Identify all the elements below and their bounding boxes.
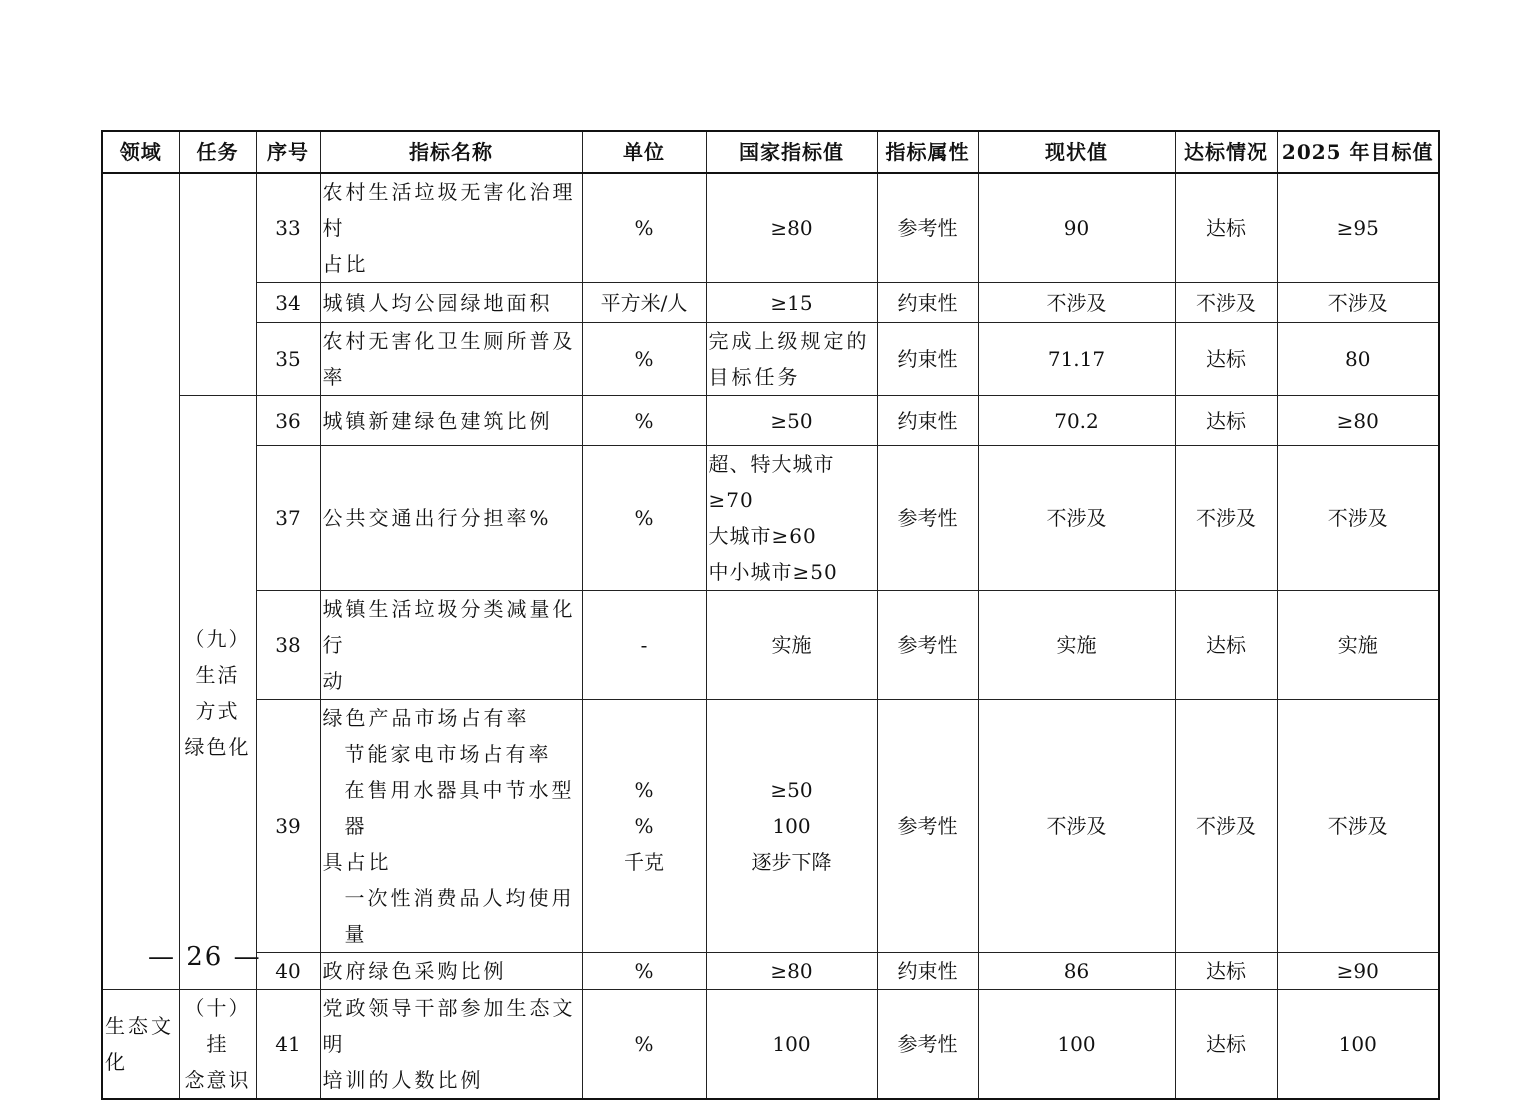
row-number: 38 [256, 591, 320, 700]
current-value: 71.17 [978, 323, 1175, 396]
target-value: ≥80 [1277, 396, 1439, 446]
indicator-name-line: 城镇生活垃圾分类减量化行 [322, 597, 576, 657]
table-row [102, 396, 1439, 446]
task-label-line: （十）挂 [184, 996, 251, 1056]
current-value: 86 [978, 953, 1175, 990]
unit: - [582, 591, 706, 700]
status: 不涉及 [1175, 446, 1277, 591]
header-current-value: 现状值 [978, 131, 1175, 173]
header-task: 任务 [179, 131, 256, 173]
target-value: ≥95 [1277, 173, 1439, 283]
attribute: 参考性 [877, 446, 978, 591]
national-value [706, 700, 877, 953]
unit: % [582, 446, 706, 591]
attribute: 参考性 [877, 700, 978, 953]
task-cell-empty [179, 173, 256, 396]
national-value: ≥50 [706, 396, 877, 446]
domain-label-line: 生态文 [105, 1014, 174, 1038]
indicator-name: 农村无害化卫生厕所普及率 [320, 323, 582, 396]
target-value: 100 [1277, 990, 1439, 1100]
current-value: 90 [978, 173, 1175, 283]
indicator-name-line: 具占比 [322, 850, 392, 874]
status: 达标 [1175, 591, 1277, 700]
attribute: 约束性 [877, 323, 978, 396]
row-number: 39 [256, 700, 320, 953]
status: 不涉及 [1175, 283, 1277, 323]
status: 达标 [1175, 396, 1277, 446]
current-value: 实施 [978, 591, 1175, 700]
unit: % [582, 990, 706, 1100]
unit-line: 千克 [624, 850, 664, 874]
national-value-line: 100 [772, 814, 811, 838]
national-value: ≥80 [706, 173, 877, 283]
indicator-name [320, 700, 582, 953]
row-number: 41 [256, 990, 320, 1100]
task-label-line: 生活 [195, 662, 240, 687]
task-cell-10 [179, 990, 256, 1100]
table-row [102, 323, 1439, 396]
table-header-row [102, 131, 1439, 173]
row-number: 35 [256, 323, 320, 396]
header-indicator-name: 指标名称 [320, 131, 582, 173]
national-value-line: 逐步下降 [751, 850, 832, 874]
attribute: 参考性 [877, 990, 978, 1100]
task-label-line: （九） [184, 626, 251, 651]
header-national-value: 国家指标值 [706, 131, 877, 173]
unit: % [582, 953, 706, 990]
row-number: 34 [256, 283, 320, 323]
table-row [102, 591, 1439, 700]
table-row [102, 173, 1439, 283]
row-number: 33 [256, 173, 320, 283]
status: 不涉及 [1175, 700, 1277, 953]
header-domain: 领域 [102, 131, 179, 173]
indicator-name: 城镇人均公园绿地面积 [320, 283, 582, 323]
current-value: 不涉及 [978, 446, 1175, 591]
status: 达标 [1175, 173, 1277, 283]
unit: % [582, 323, 706, 396]
attribute: 参考性 [877, 591, 978, 700]
indicator-name [320, 990, 582, 1100]
target-value: 80 [1277, 323, 1439, 396]
domain-label-line: 化 [105, 1050, 128, 1074]
row-number: 36 [256, 396, 320, 446]
national-value: ≥15 [706, 283, 877, 323]
national-value-line: 中小城市≥50 [708, 560, 838, 584]
table-row [102, 446, 1439, 591]
header-target-2025: 2025 年目标值 [1277, 131, 1439, 173]
header-unit: 单位 [582, 131, 706, 173]
indicator-table [101, 130, 1440, 1100]
row-number: 37 [256, 446, 320, 591]
attribute: 约束性 [877, 283, 978, 323]
national-value [706, 446, 877, 591]
indicator-name-line: 农村生活垃圾无害化治理村 [322, 180, 576, 240]
indicator-name: 政府绿色采购比例 [320, 953, 582, 990]
indicator-name: 公共交通出行分担率% [320, 446, 582, 591]
table-row [102, 953, 1439, 990]
indicator-name [320, 591, 582, 700]
domain-cell [102, 990, 179, 1100]
national-value: ≥80 [706, 953, 877, 990]
national-value-line: 完成上级规定的 [708, 329, 870, 353]
indicator-name-line: 在售用水器具中节水型器 [344, 778, 575, 838]
status: 达标 [1175, 990, 1277, 1100]
national-value-line: 大城市≥60 [708, 524, 817, 548]
current-value: 不涉及 [978, 283, 1175, 323]
domain-cell-empty [102, 173, 179, 990]
target-value: 不涉及 [1277, 283, 1439, 323]
current-value: 100 [978, 990, 1175, 1100]
task-cell-9 [179, 396, 256, 990]
current-value: 不涉及 [978, 700, 1175, 953]
target-value: 实施 [1277, 591, 1439, 700]
task-label-line: 方式 [195, 698, 240, 723]
current-value: 70.2 [978, 396, 1175, 446]
header-status: 达标情况 [1175, 131, 1277, 173]
unit: % [582, 396, 706, 446]
table-row [102, 700, 1439, 953]
header-number: 序号 [256, 131, 320, 173]
national-value-line: 超、特大城市≥70 [708, 452, 835, 512]
indicator-name-line: 党政领导干部参加生态文明 [322, 996, 576, 1056]
header-attribute: 指标属性 [877, 131, 978, 173]
attribute: 参考性 [877, 173, 978, 283]
table-row [102, 283, 1439, 323]
attribute: 约束性 [877, 953, 978, 990]
indicator-name-line: 一次性消费品人均使用量 [344, 886, 575, 946]
unit [582, 700, 706, 953]
page-number: — 26 — [148, 942, 262, 972]
target-value: 不涉及 [1277, 700, 1439, 953]
national-value: 100 [706, 990, 877, 1100]
indicator-name: 城镇新建绿色建筑比例 [320, 396, 582, 446]
indicator-name [320, 173, 582, 283]
unit-line: % [634, 814, 654, 838]
unit-line: % [634, 778, 654, 802]
indicator-name-line: 培训的人数比例 [322, 1068, 484, 1092]
national-value: 实施 [706, 591, 877, 700]
status: 达标 [1175, 323, 1277, 396]
national-value [706, 323, 877, 396]
task-label-line: 绿色化 [184, 734, 251, 759]
national-value-line: ≥50 [770, 778, 813, 802]
table-row [102, 990, 1439, 1100]
task-label-line: 念意识 [184, 1068, 251, 1092]
national-value-line: 目标任务 [708, 365, 801, 389]
indicator-name-line: 节能家电市场占有率 [344, 742, 552, 766]
attribute: 约束性 [877, 396, 978, 446]
indicator-name-line: 动 [322, 669, 346, 693]
target-value: 不涉及 [1277, 446, 1439, 591]
indicator-name-line: 绿色产品市场占有率 [322, 706, 530, 730]
unit: % [582, 173, 706, 283]
status: 达标 [1175, 953, 1277, 990]
row-number: 40 [256, 953, 320, 990]
target-value: ≥90 [1277, 953, 1439, 990]
indicator-name-line: 占比 [322, 252, 369, 276]
unit: 平方米/人 [582, 283, 706, 323]
